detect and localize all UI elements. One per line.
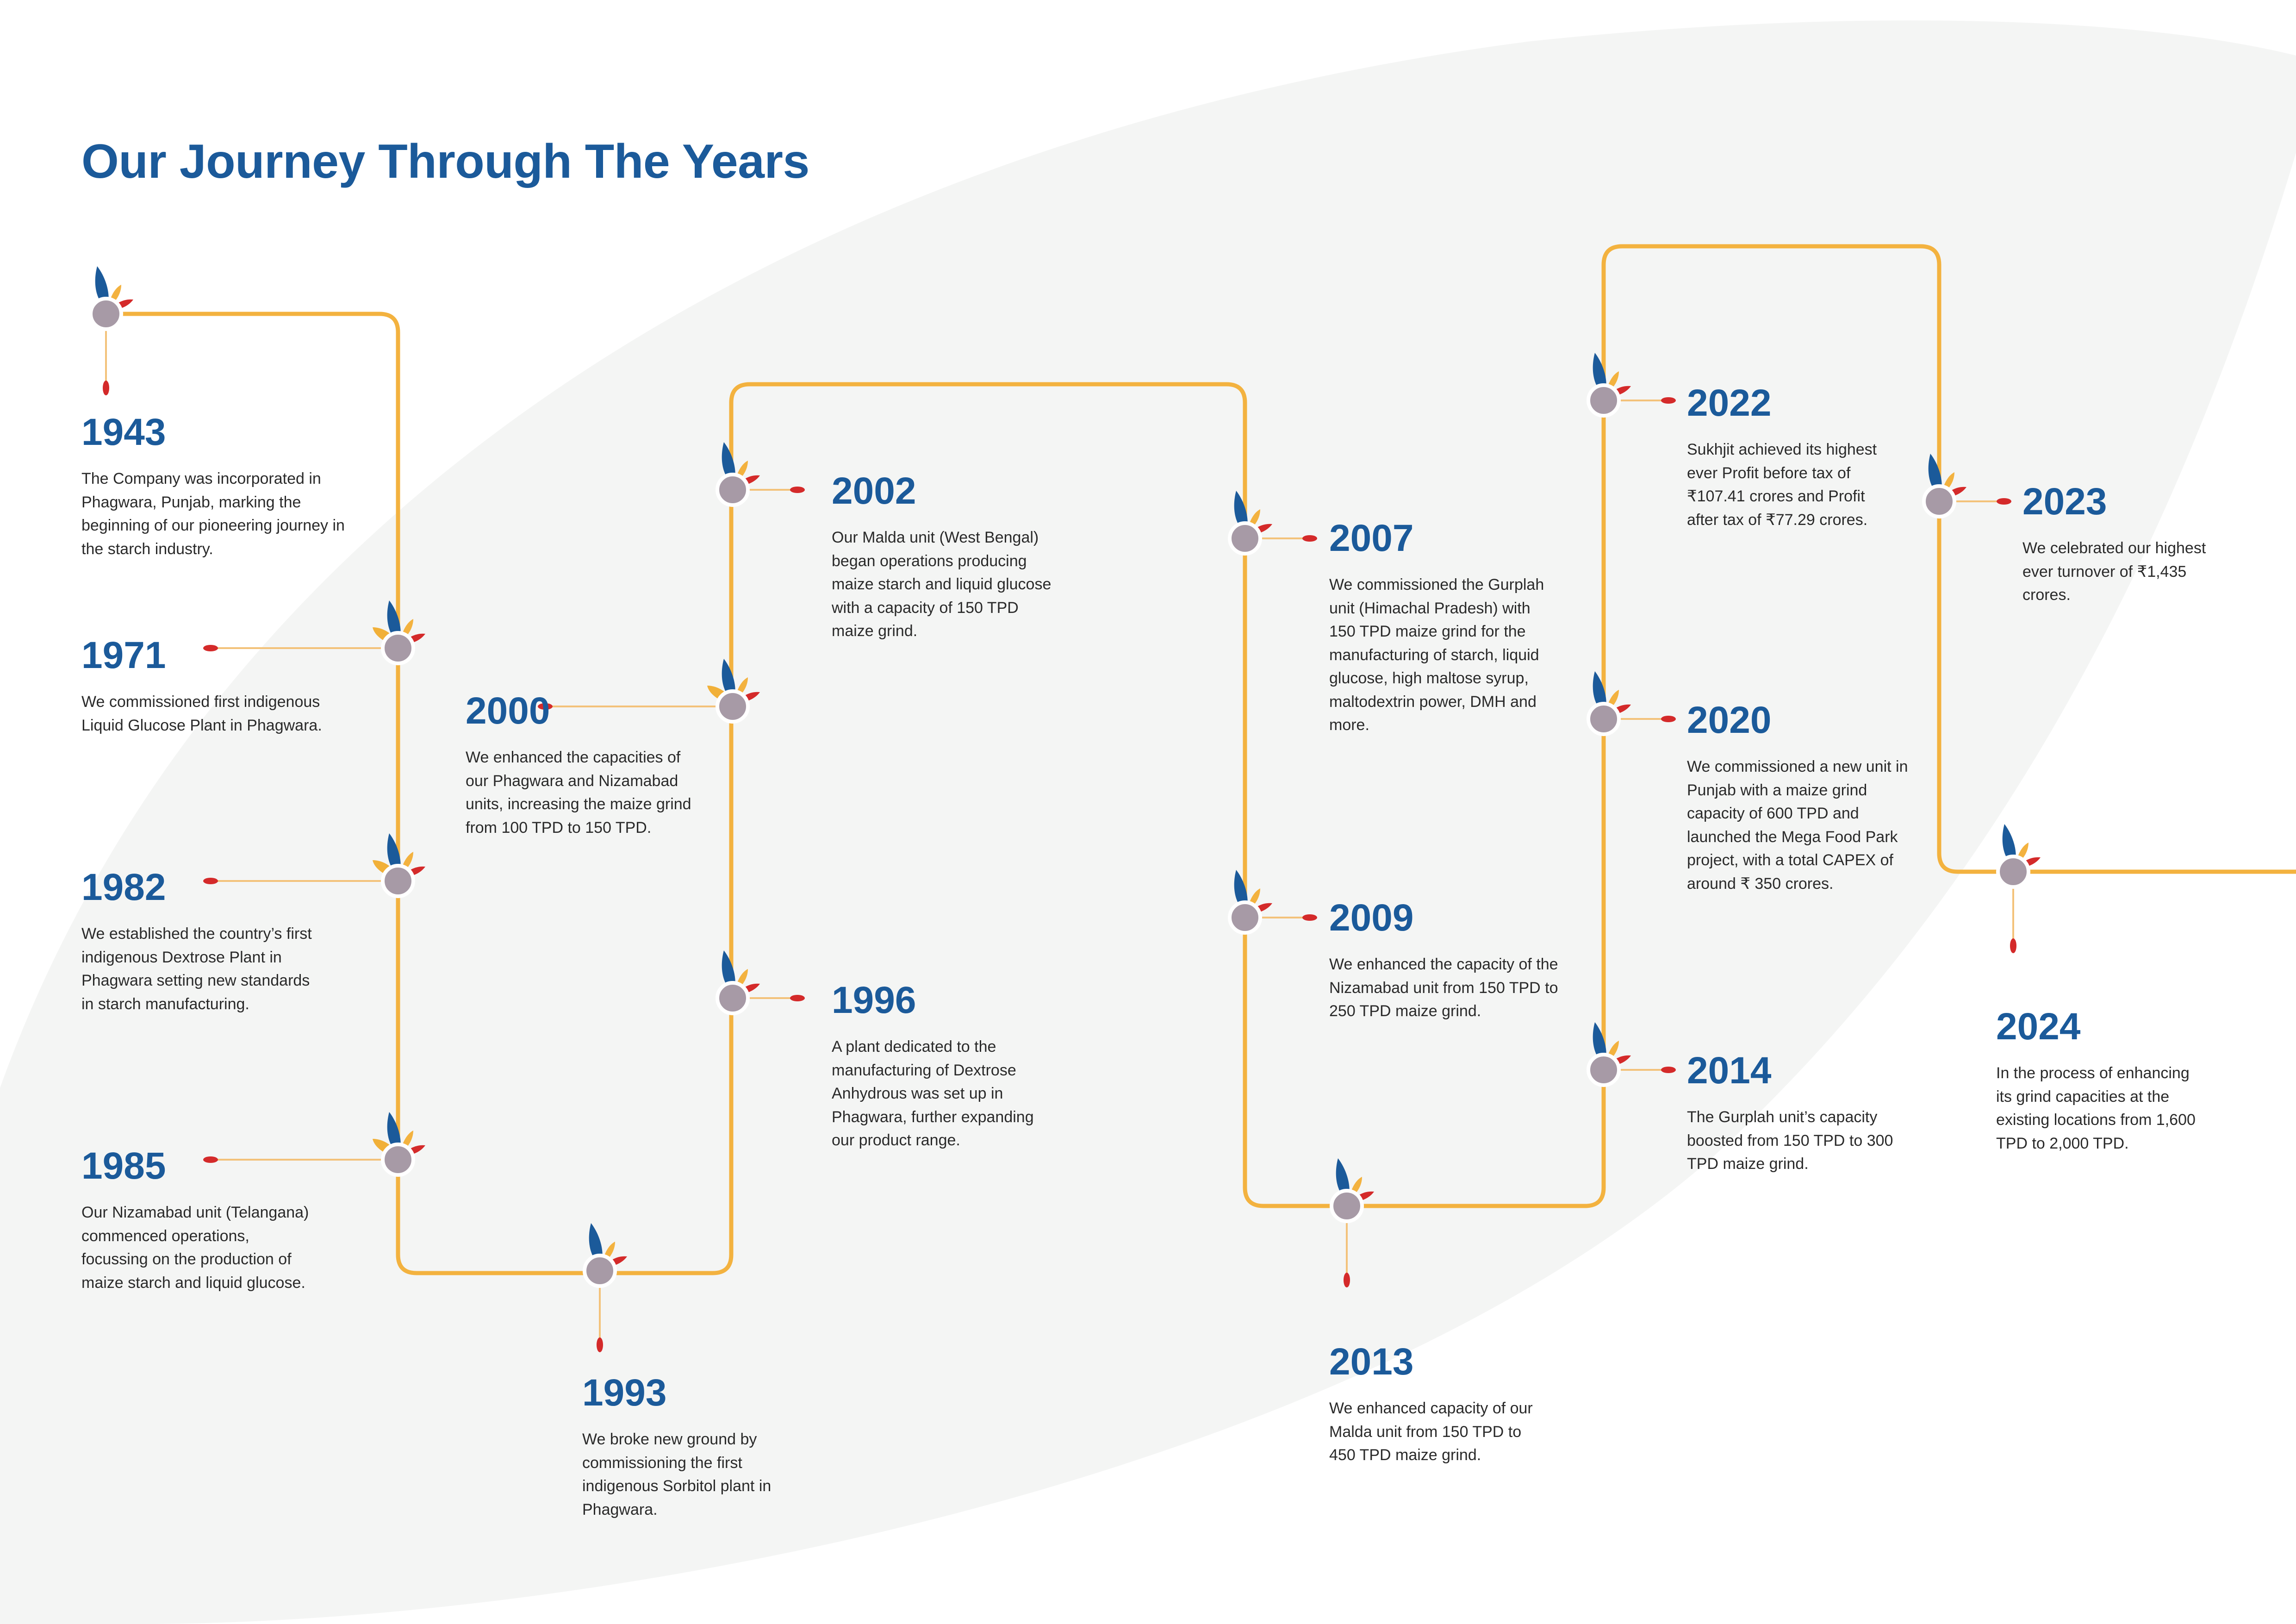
- milestone-description: We enhanced capacity of our Malda unit from 150 TPD to 450 TPD maize grind.: [1329, 1399, 1533, 1464]
- connector-marker: [1997, 498, 2011, 505]
- milestone-description: We commissioned the Gurplah unit (Himachal Pradesh) with 150 TPD maize grind for the manufacturing of starch, liquid glucose, high maltose syrup, maltodextrin power, DMH and more.: [1329, 576, 1544, 734]
- milestone-1985: [81, 1147, 313, 1294]
- milestone-description: Our Malda unit (West Bengal) began operations producing maize starch and liquid glucose with a capacity of 150 TPD maize grind.: [832, 529, 1052, 640]
- milestone-node-2007: [1224, 485, 1284, 550]
- milestone-description: Sukhjit achieved its highest ever Profit before tax of ₹107.41 crores and Profit after tax of ₹77.29 crores.: [1687, 441, 1877, 529]
- milestone-year: 2023: [2022, 481, 2107, 523]
- flower-leaf-icon: [1992, 818, 2053, 883]
- milestone-node-1996: [712, 945, 772, 1010]
- flower-leaf-icon: [1918, 448, 1979, 513]
- flower-leaf-icon: [712, 945, 772, 1010]
- milestone-node-2009: [1224, 864, 1284, 929]
- flower-leaf-icon: [1224, 485, 1284, 550]
- milestone-2014: [1687, 1049, 1914, 1176]
- milestone-2013: [1329, 1343, 1551, 1467]
- milestone-node-1943: [85, 261, 145, 325]
- milestone-year: 2014: [1687, 1049, 1772, 1092]
- milestone-2002: [832, 472, 1058, 643]
- connector-marker: [2010, 938, 2016, 953]
- milestone-description: We enhanced the capacity of the Nizamabad unit from 150 TPD to 250 TPD maize grind.: [1329, 956, 1558, 1020]
- milestone-year: 1982: [81, 866, 166, 908]
- milestone-node-1982: [377, 828, 437, 893]
- milestone-node-2023: [1918, 448, 1979, 513]
- connector-marker: [1302, 535, 1317, 542]
- milestone-node-2000: [712, 653, 772, 718]
- flower-leaf-icon: [377, 595, 437, 660]
- milestone-node-2013: [1326, 1153, 1386, 1218]
- milestone-year: 2007: [1329, 517, 1414, 559]
- page-title: Our Journey Through The Years: [81, 135, 809, 188]
- flower-leaf-icon: [1224, 864, 1284, 929]
- milestone-description: We established the country’s first indigenous Dextrose Plant in Phagwara setting new standards in starch manufacturing.: [81, 925, 312, 1013]
- milestone-node-1971: [377, 595, 437, 660]
- milestone-description: Our Nizamabad unit (Telangana) commenced operations, focussing on the production of maize starch and liquid glucose.: [81, 1204, 309, 1292]
- milestone-year: 2020: [1687, 699, 1772, 741]
- milestone-year: 2009: [1329, 897, 1414, 939]
- connector-marker: [1661, 397, 1676, 404]
- milestone-node-1985: [377, 1106, 437, 1171]
- connector-marker: [1661, 716, 1676, 722]
- milestone-node-1993: [579, 1218, 639, 1282]
- milestone-node-2020: [1583, 666, 1643, 731]
- milestone-year: 2022: [1687, 382, 1772, 424]
- flower-leaf-icon: [1583, 347, 1643, 412]
- milestone-description: A plant dedicated to the manufacturing of Dextrose Anhydrous was set up in Phagwara, further expanding our product range.: [832, 1038, 1034, 1149]
- milestone-node-2002: [712, 437, 772, 501]
- milestone-2022: [1687, 384, 1895, 531]
- connector-marker: [1344, 1273, 1350, 1287]
- milestone-year: 2000: [466, 690, 550, 732]
- milestone-year: 2024: [1996, 1006, 2081, 1048]
- milestone-description: We enhanced the capacities of our Phagwara and Nizamabad units, increasing the maize grind from 100 TPD to 150 TPD.: [466, 749, 691, 837]
- milestone-1982: [81, 868, 322, 1016]
- connector-marker: [790, 995, 805, 1001]
- connector-marker: [103, 381, 109, 395]
- milestone-2000: [466, 692, 706, 839]
- milestone-description: We broke new ground by commissioning the first indigenous Sorbitol plant in Phagwara.: [582, 1430, 772, 1518]
- connector-marker: [1661, 1067, 1676, 1073]
- milestone-description: We commissioned a new unit in Punjab with a maize grind capacity of 600 TPD and launched the Mega Food Park project, with a total CAPEX of around ₹ 350 crores.: [1687, 758, 1908, 893]
- milestone-year: 1993: [582, 1372, 667, 1414]
- flower-leaf-icon: [579, 1218, 639, 1282]
- milestone-node-2024: [1992, 818, 2053, 883]
- connector-marker: [790, 487, 805, 493]
- flower-leaf-icon: [85, 261, 145, 325]
- milestone-2020: [1687, 701, 1914, 895]
- connector-marker: [1302, 914, 1317, 921]
- milestone-year: 2002: [832, 470, 916, 512]
- milestone-year: 1985: [81, 1145, 166, 1187]
- milestone-2023: [2022, 483, 2226, 607]
- milestone-1943: [81, 413, 355, 561]
- milestone-year: 2013: [1329, 1341, 1414, 1383]
- milestone-node-2014: [1583, 1017, 1643, 1081]
- milestone-1993: [582, 1374, 809, 1521]
- flower-leaf-icon: [1583, 666, 1643, 731]
- flower-leaf-icon: [1583, 1017, 1643, 1081]
- milestone-description: The Company was incorporated in Phagwara, Punjab, marking the beginning of our pioneering journey in the starch industry.: [81, 470, 345, 558]
- flower-leaf-icon: [712, 653, 772, 718]
- flower-leaf-icon: [712, 437, 772, 501]
- milestone-2009: [1329, 899, 1561, 1023]
- milestone-year: 1996: [832, 979, 916, 1021]
- milestone-description: We commissioned first indigenous Liquid Glucose Plant in Phagwara.: [81, 693, 322, 734]
- milestone-description: We celebrated our highest ever turnover of ₹1,435 crores.: [2022, 539, 2206, 604]
- milestone-description: The Gurplah unit’s capacity boosted from 150 TPD to 300 TPD maize grind.: [1687, 1108, 1893, 1173]
- milestone-description: In the process of enhancing its grind capacities at the existing locations from 1,600 TPD to 2,000 TPD.: [1996, 1064, 2196, 1152]
- milestone-2024: [1996, 1008, 2209, 1155]
- milestone-year: 1971: [81, 634, 166, 676]
- milestone-year: 1943: [81, 411, 166, 453]
- flower-leaf-icon: [377, 828, 437, 893]
- milestone-1971: [81, 634, 331, 737]
- flower-leaf-icon: [1326, 1153, 1386, 1218]
- milestone-2007: [1329, 519, 1556, 737]
- flower-leaf-icon: [377, 1106, 437, 1171]
- connector-marker: [597, 1337, 603, 1352]
- milestone-node-2022: [1583, 347, 1643, 412]
- milestone-1996: [832, 981, 1058, 1152]
